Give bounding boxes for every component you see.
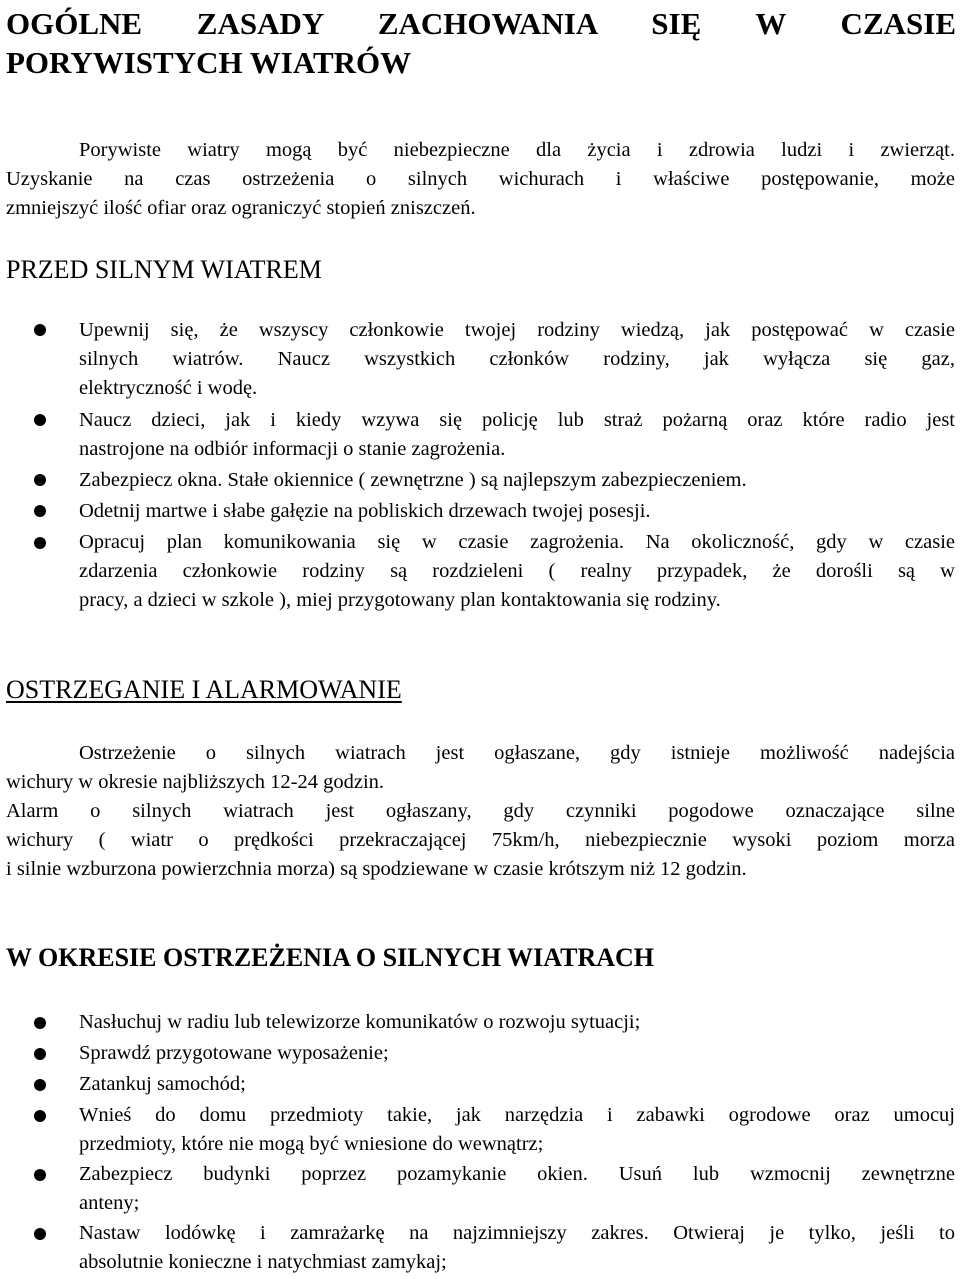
section-heading-przed: PRZED SILNYM WIATREM	[6, 255, 322, 284]
list-item	[79, 316, 955, 403]
list-item-line: przedmioty, które nie mogą być wniesione do wewnątrz;	[79, 1133, 544, 1155]
intro-line-3: zmniejszyć ilość ofiar oraz ograniczyć stopień zniszczeń.	[6, 197, 476, 219]
list-item-line: Nastaw lodówkę i zamrażarkę na najzimniejszy zakres. Otwieraj je tylko, jeśli to	[79, 1222, 955, 1244]
list-item	[79, 1039, 955, 1068]
bullet-icon	[34, 414, 46, 426]
list-item-line: Nasłuchuj w radiu lub telewizorze komunikatów o rozwoju sytuacji;	[79, 1011, 641, 1033]
list-item	[79, 1070, 955, 1099]
list-item	[79, 1219, 955, 1277]
intro-line-1: Porywiste wiatry mogą być niebezpieczne dla życia i zdrowia ludzi i zwierząt.	[79, 139, 955, 161]
bullet-icon	[34, 1017, 46, 1029]
paragraph-line: i silnie wzburzona powierzchnia morza) są spodziewane w czasie krótszym niż 12 godzin.	[6, 858, 747, 880]
document-title	[6, 4, 956, 82]
list-item-line: Naucz dzieci, jak i kiedy wzywa się policję lub straż pożarną oraz które radio jest	[79, 409, 955, 431]
paragraph-line: Alarm o silnych wiatrach jest ogłaszany, gdy czynniki pogodowe oznaczające silne	[6, 800, 955, 822]
bullet-icon	[34, 1169, 46, 1181]
list-item-line: zdarzenia członkowie rodziny są rozdzieleni ( realny przypadek, że dorośli są w	[79, 560, 955, 582]
paragraph-line: Ostrzeżenie o silnych wiatrach jest ogłaszane, gdy istnieje możliwość nadejścia	[79, 742, 955, 764]
list-item-line: Wnieś do domu przedmioty takie, jak narzędzia i zabawki ogrodowe oraz umocuj	[79, 1104, 955, 1126]
list-item-line: Upewnij się, że wszyscy członkowie twojej rodziny wiedzą, jak postępować w czasie	[79, 319, 955, 341]
list-item-line: silnych wiatrów. Naucz wszystkich członków rodziny, jak wyłącza się gaz,	[79, 348, 955, 370]
bullet-icon	[34, 1048, 46, 1060]
list-item	[79, 1008, 955, 1037]
warning-paragraph	[6, 739, 955, 797]
list-item-line: Zabezpiecz budynki poprzez pozamykanie okien. Usuń lub wzmocnij zewnętrzne	[79, 1163, 955, 1185]
list-item-line: anteny;	[79, 1192, 140, 1214]
list-item	[79, 466, 955, 495]
bullet-icon	[34, 1110, 46, 1122]
list-item-line: Opracuj plan komunikowania się w czasie zagrożenia. Na okoliczność, gdy w czasie	[79, 531, 955, 553]
list-item-line: Zatankuj samochód;	[79, 1073, 246, 1095]
list-item	[79, 497, 955, 526]
bullet-icon	[34, 324, 46, 336]
intro-line-2: Uzyskanie na czas ostrzeżenia o silnych wichurach i właściwe postępowanie, może	[6, 168, 955, 190]
list-item-line: Sprawdź przygotowane wyposażenie;	[79, 1042, 389, 1064]
section-heading-ostrzeganie: OSTRZEGANIE I ALARMOWANIE	[6, 675, 402, 704]
list-item-line: Zabezpiecz okna. Stałe okiennice ( zewnętrzne ) są najlepszym zabezpieczeniem.	[79, 469, 747, 491]
title-line-1: OGÓLNE ZASADY ZACHOWANIA SIĘ W CZASIE	[6, 6, 956, 41]
bullet-icon	[34, 505, 46, 517]
bullet-icon	[34, 474, 46, 486]
intro-paragraph	[6, 136, 955, 223]
list-item-line: nastrojone na odbiór informacji o stanie zagrożenia.	[79, 438, 506, 460]
paragraph-line: wichury w okresie najbliższych 12-24 godzin.	[6, 771, 385, 793]
list-item	[79, 406, 955, 464]
list-item-line: Odetnij martwe i słabe gałęzie na pobliskich drzewach twojej posesji.	[79, 500, 651, 522]
bullet-icon	[34, 1079, 46, 1091]
list-item	[79, 1101, 955, 1159]
list-item	[79, 528, 955, 615]
section-heading-okres-ostrzezenia: W OKRESIE OSTRZEŻENIA O SILNYCH WIATRACH	[6, 943, 655, 972]
paragraph-line: wichury ( wiatr o prędkości przekraczającej 75km/h, niebezpiecznie wysoki poziom morza	[6, 829, 955, 851]
list-item-line: absolutnie konieczne i natychmiast zamykaj;	[79, 1251, 447, 1273]
list-item	[79, 1160, 955, 1218]
bullet-icon	[34, 537, 46, 549]
alarm-paragraph	[6, 797, 955, 884]
list-item-line: elektryczność i wodę.	[79, 377, 258, 399]
title-line-2: PORYWISTYCH WIATRÓW	[6, 45, 412, 80]
bullet-icon	[34, 1228, 46, 1240]
list-item-line: pracy, a dzieci w szkole ), miej przygotowany plan kontaktowania się rodziny.	[79, 589, 721, 611]
